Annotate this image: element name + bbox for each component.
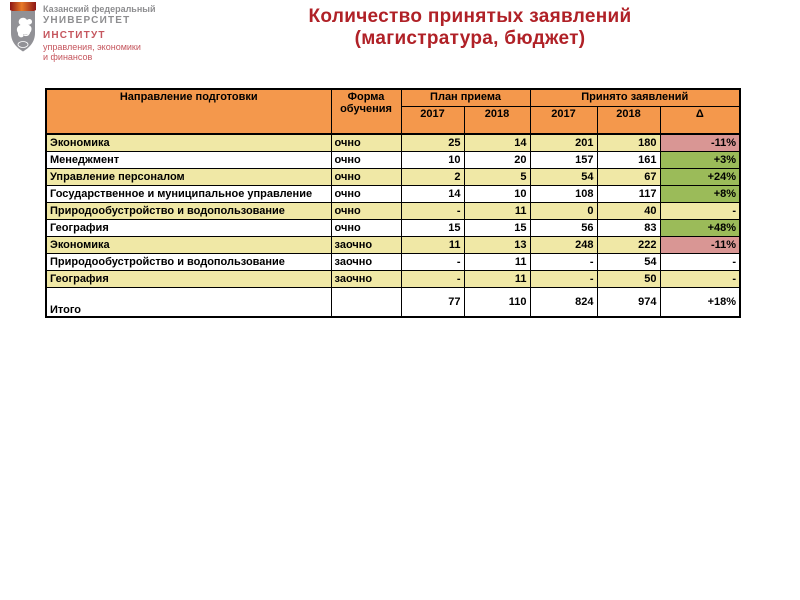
delta-cell: -11% xyxy=(660,134,740,151)
delta-cell: +3% xyxy=(660,151,740,168)
total-delta-cell: +18% xyxy=(660,287,740,317)
plan-2017-cell: 2 xyxy=(401,168,464,185)
form-cell: очно xyxy=(331,134,401,151)
plan-2017-cell: 25 xyxy=(401,134,464,151)
slide-title-line2: (магистратура, бюджет) xyxy=(354,28,586,49)
applications-table-wrap xyxy=(45,88,741,318)
plan-2018-cell: 11 xyxy=(464,202,530,219)
slide-title xyxy=(150,6,790,50)
direction-cell: Государственное и муниципальное управление xyxy=(46,185,331,202)
header-plan-group: План приема xyxy=(401,89,530,106)
table-row xyxy=(46,236,740,253)
table-row xyxy=(46,270,740,287)
form-cell: заочно xyxy=(331,253,401,270)
total-plan-2018-cell: 110 xyxy=(464,287,530,317)
form-cell: заочно xyxy=(331,236,401,253)
accepted-2017-cell: 56 xyxy=(530,219,597,236)
direction-cell: География xyxy=(46,219,331,236)
accepted-2017-cell: 157 xyxy=(530,151,597,168)
accepted-2017-cell: 108 xyxy=(530,185,597,202)
header-group-row xyxy=(46,89,740,106)
header-accepted-2017: 2017 xyxy=(530,106,597,134)
accepted-2018-cell: 222 xyxy=(597,236,660,253)
applications-table xyxy=(45,88,741,318)
slide-title-line1: Количество принятых заявлений xyxy=(308,6,632,27)
accepted-2017-cell: 54 xyxy=(530,168,597,185)
delta-cell: +8% xyxy=(660,185,740,202)
plan-2018-cell: 10 xyxy=(464,185,530,202)
logo-university-line2: УНИВЕРСИТЕТ xyxy=(43,15,131,26)
plan-2018-cell: 15 xyxy=(464,219,530,236)
header-plan-2018: 2018 xyxy=(464,106,530,134)
direction-cell: Менеджмент xyxy=(46,151,331,168)
form-cell: заочно xyxy=(331,270,401,287)
accepted-2018-cell: 180 xyxy=(597,134,660,151)
plan-2018-cell: 20 xyxy=(464,151,530,168)
total-plan-2017-cell: 77 xyxy=(401,287,464,317)
accepted-2017-cell: - xyxy=(530,270,597,287)
form-cell: очно xyxy=(331,151,401,168)
delta-cell: +48% xyxy=(660,219,740,236)
delta-cell: - xyxy=(660,202,740,219)
accepted-2018-cell: 54 xyxy=(597,253,660,270)
plan-2017-cell: 14 xyxy=(401,185,464,202)
direction-cell: Природообустройство и водопользование xyxy=(46,202,331,219)
plan-2017-cell: - xyxy=(401,253,464,270)
accepted-2018-cell: 50 xyxy=(597,270,660,287)
table-row xyxy=(46,168,740,185)
header-delta: Δ xyxy=(660,106,740,134)
plan-2017-cell: - xyxy=(401,270,464,287)
accepted-2017-cell: 0 xyxy=(530,202,597,219)
plan-2017-cell: 11 xyxy=(401,236,464,253)
table-row xyxy=(46,219,740,236)
plan-2017-cell: 10 xyxy=(401,151,464,168)
delta-cell: -11% xyxy=(660,236,740,253)
logo-text-block xyxy=(43,2,155,62)
form-cell: очно xyxy=(331,185,401,202)
logo-institute-line3: и финансов xyxy=(43,52,93,62)
accepted-2017-cell: 248 xyxy=(530,236,597,253)
delta-cell: - xyxy=(660,270,740,287)
header-accepted-group: Принято заявлений xyxy=(530,89,740,106)
table-row xyxy=(46,134,740,151)
header-direction: Направление подготовки xyxy=(46,89,331,134)
table-row xyxy=(46,253,740,270)
header-accepted-2018: 2018 xyxy=(597,106,660,134)
accepted-2018-cell: 83 xyxy=(597,219,660,236)
accepted-2018-cell: 161 xyxy=(597,151,660,168)
form-cell: очно xyxy=(331,219,401,236)
table-row xyxy=(46,185,740,202)
total-label-cell: Итого xyxy=(46,287,331,317)
total-row xyxy=(46,287,740,317)
logo-institute-line2: управления, экономики xyxy=(43,42,141,52)
total-accepted-2018-cell: 974 xyxy=(597,287,660,317)
plan-2018-cell: 11 xyxy=(464,270,530,287)
plan-2017-cell: 15 xyxy=(401,219,464,236)
plan-2018-cell: 5 xyxy=(464,168,530,185)
accepted-2017-cell: - xyxy=(530,253,597,270)
delta-cell: +24% xyxy=(660,168,740,185)
direction-cell: Управление персоналом xyxy=(46,168,331,185)
total-form-cell xyxy=(331,287,401,317)
direction-cell: Экономика xyxy=(46,134,331,151)
kfu-logo xyxy=(8,2,155,62)
header-form: Форма обучения xyxy=(331,89,401,134)
plan-2017-cell: - xyxy=(401,202,464,219)
form-cell: очно xyxy=(331,202,401,219)
table-row xyxy=(46,151,740,168)
header-plan-2017: 2017 xyxy=(401,106,464,134)
logo-university-line1: Казанский федеральный xyxy=(43,4,156,14)
logo-institute-line1: ИНСТИТУТ xyxy=(43,30,106,41)
accepted-2018-cell: 40 xyxy=(597,202,660,219)
kfu-shield-icon xyxy=(8,2,38,54)
direction-cell: Природообустройство и водопользование xyxy=(46,253,331,270)
table-row xyxy=(46,202,740,219)
accepted-2018-cell: 67 xyxy=(597,168,660,185)
accepted-2018-cell: 117 xyxy=(597,185,660,202)
total-accepted-2017-cell: 824 xyxy=(530,287,597,317)
delta-cell: - xyxy=(660,253,740,270)
direction-cell: Экономика xyxy=(46,236,331,253)
plan-2018-cell: 13 xyxy=(464,236,530,253)
plan-2018-cell: 11 xyxy=(464,253,530,270)
form-cell: очно xyxy=(331,168,401,185)
direction-cell: География xyxy=(46,270,331,287)
accepted-2017-cell: 201 xyxy=(530,134,597,151)
plan-2018-cell: 14 xyxy=(464,134,530,151)
